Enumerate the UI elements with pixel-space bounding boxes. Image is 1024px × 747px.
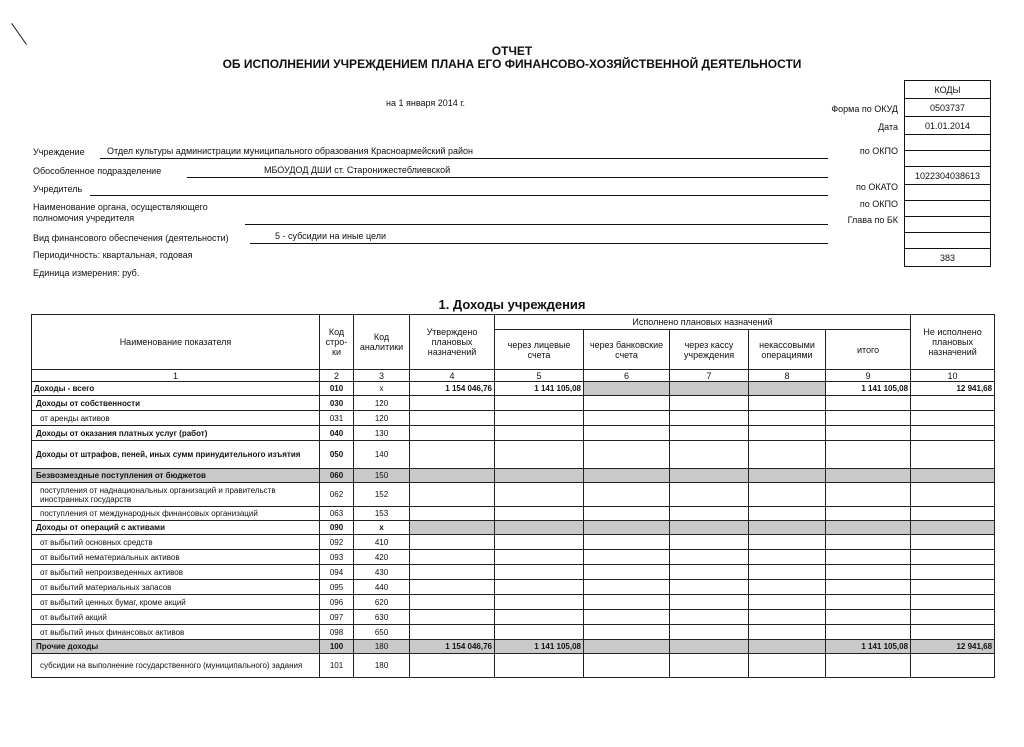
row-accounts [495, 654, 584, 678]
row-not-exec [911, 483, 995, 507]
th-noncash: некассовыми операциями [749, 330, 826, 370]
row-noncash [749, 469, 826, 483]
funding-label: Вид финансового обеспечения (деятельности) [33, 233, 229, 243]
row-anal: 410 [354, 535, 410, 550]
row-noncash [749, 654, 826, 678]
row-line: 062 [320, 483, 354, 507]
row-total [826, 610, 911, 625]
row-cash [670, 640, 749, 654]
row-bank [584, 640, 670, 654]
okud-code: 0503737 [905, 99, 991, 117]
row-not-exec [911, 521, 995, 535]
row-approved [410, 654, 495, 678]
funding-underline [250, 243, 828, 244]
table-row [32, 625, 995, 640]
col-num-3: 3 [354, 370, 410, 382]
table-row [32, 411, 995, 426]
row-cash [670, 654, 749, 678]
row-cash [670, 382, 749, 396]
row-accounts [495, 469, 584, 483]
row-approved [410, 426, 495, 441]
row-approved [410, 625, 495, 640]
okpo-label-1: по ОКПО [859, 146, 898, 156]
row-line: 040 [320, 426, 354, 441]
th-name: Наименование показателя [32, 315, 320, 370]
row-cash [670, 521, 749, 535]
row-approved [410, 535, 495, 550]
row-name: поступления от международных финансовых организаций [32, 507, 320, 521]
row-name: Доходы - всего [32, 382, 320, 396]
row-name: от выбытий акций [32, 610, 320, 625]
table-row [32, 535, 995, 550]
table-row [32, 580, 995, 595]
founder-underline [90, 195, 828, 196]
row-name: поступления от наднациональных организаций и правительств иностранных государств [32, 483, 320, 507]
table-row [32, 654, 995, 678]
row-line: 050 [320, 441, 354, 469]
row-cash [670, 565, 749, 580]
row-anal: 140 [354, 441, 410, 469]
row-cash [670, 507, 749, 521]
row-total [826, 469, 911, 483]
income-table [31, 314, 995, 678]
row-name: от выбытий основных средств [32, 535, 320, 550]
row-name: Доходы от оказания платных услуг (работ) [32, 426, 320, 441]
row-not-exec [911, 411, 995, 426]
row-line: 060 [320, 469, 354, 483]
row-total [826, 411, 911, 426]
row-cash [670, 535, 749, 550]
row-bank [584, 396, 670, 411]
row-cash [670, 610, 749, 625]
th-via-bank: через банковские счета [584, 330, 670, 370]
row-line: 096 [320, 595, 354, 610]
col-num-10: 10 [911, 370, 995, 382]
row-cash [670, 580, 749, 595]
row-noncash [749, 625, 826, 640]
row-approved [410, 483, 495, 507]
row-not-exec [911, 565, 995, 580]
row-cash [670, 426, 749, 441]
okud-label: Форма по ОКУД [831, 104, 898, 114]
row-bank [584, 483, 670, 507]
row-bank [584, 565, 670, 580]
row-not-exec [911, 441, 995, 469]
row-total [826, 565, 911, 580]
row-approved [410, 441, 495, 469]
row-line: 097 [320, 610, 354, 625]
row-bank [584, 426, 670, 441]
col-num-4: 4 [410, 370, 495, 382]
row-total [826, 625, 911, 640]
row-line: 100 [320, 640, 354, 654]
row-cash [670, 441, 749, 469]
row-cash [670, 396, 749, 411]
row-name: от выбытий материальных запасов [32, 580, 320, 595]
row-accounts [495, 610, 584, 625]
row-total: 1 141 105,08 [826, 640, 911, 654]
row-line: 095 [320, 580, 354, 595]
row-total [826, 550, 911, 565]
row-cash [670, 469, 749, 483]
row-bank [584, 411, 670, 426]
report-title: ОТЧЕТ [491, 44, 533, 58]
row-line: 030 [320, 396, 354, 411]
row-total [826, 426, 911, 441]
th-executed: Исполнено плановых назначений [495, 315, 911, 330]
okpo-code-1 [905, 135, 991, 151]
report-subtitle: ОБ ИСПОЛНЕНИИ УЧРЕЖДЕНИЕМ ПЛАНА ЕГО ФИНАНСОВО-ХОЗЯЙСТВЕННОЙ ДЕЯТЕЛЬНОСТИ [222, 57, 802, 71]
codes-table [904, 80, 991, 267]
row-accounts [495, 565, 584, 580]
row-approved: 1 154 046,76 [410, 382, 495, 396]
row-total: 1 141 105,08 [826, 382, 911, 396]
th-via-accounts: через лицевые счета [495, 330, 584, 370]
row-anal: 420 [354, 550, 410, 565]
row-bank [584, 550, 670, 565]
row-anal: 630 [354, 610, 410, 625]
col-num-6: 6 [584, 370, 670, 382]
row-line: 092 [320, 535, 354, 550]
okpo-code-2 [905, 185, 991, 201]
row-name: Доходы от собственности [32, 396, 320, 411]
table-row [32, 595, 995, 610]
table-row [32, 565, 995, 580]
row-not-exec: 12 941,68 [911, 382, 995, 396]
row-bank [584, 535, 670, 550]
institution-underline [100, 158, 828, 159]
row-not-exec [911, 426, 995, 441]
row-accounts [495, 441, 584, 469]
row-total [826, 535, 911, 550]
row-cash [670, 625, 749, 640]
subdivision-value: МБОУДОД ДШИ ст. Старонижестеблиевской [264, 165, 451, 175]
row-noncash [749, 507, 826, 521]
table-row [32, 640, 995, 654]
row-noncash [749, 411, 826, 426]
row-accounts: 1 141 105,08 [495, 382, 584, 396]
glava-code [905, 201, 991, 217]
row-not-exec [911, 580, 995, 595]
row-bank [584, 580, 670, 595]
table-row [32, 441, 995, 469]
row-approved: 1 154 046,76 [410, 640, 495, 654]
row-not-exec [911, 396, 995, 411]
row-anal: 120 [354, 411, 410, 426]
row-noncash [749, 426, 826, 441]
row-anal: x [354, 521, 410, 535]
row-anal: 180 [354, 654, 410, 678]
row-not-exec [911, 654, 995, 678]
row-approved [410, 550, 495, 565]
row-accounts: 1 141 105,08 [495, 640, 584, 654]
row-line: 090 [320, 521, 354, 535]
row-anal: 180 [354, 640, 410, 654]
subdivision-underline [187, 177, 828, 178]
row-bank [584, 469, 670, 483]
table-row [32, 396, 995, 411]
table-row [32, 483, 995, 507]
row-bank [584, 654, 670, 678]
th-code-anal: Код аналитики [354, 315, 410, 370]
row-name: субсидии на выполнение государственного (муниципального) задания [32, 654, 320, 678]
authority-label-2: полномочия учредителя [33, 213, 135, 223]
section-title: 1. Доходы учреждения [438, 297, 586, 312]
periodicity-label: Периодичность: квартальная, годовая [33, 250, 193, 260]
codes-heading: КОДЫ [905, 81, 991, 99]
row-name: от выбытий ценных бумаг, кроме акций [32, 595, 320, 610]
row-not-exec [911, 469, 995, 483]
col-num-7: 7 [670, 370, 749, 382]
row-bank [584, 521, 670, 535]
row-accounts [495, 625, 584, 640]
table-row [32, 469, 995, 483]
row-total [826, 580, 911, 595]
row-cash [670, 550, 749, 565]
row-line: 063 [320, 507, 354, 521]
row-accounts [495, 426, 584, 441]
row-anal: 153 [354, 507, 410, 521]
row-noncash [749, 610, 826, 625]
row-noncash [749, 535, 826, 550]
row-total [826, 521, 911, 535]
row-not-exec [911, 595, 995, 610]
row-not-exec [911, 535, 995, 550]
authority-underline [245, 224, 828, 225]
row-accounts [495, 580, 584, 595]
row-bank [584, 507, 670, 521]
row-total [826, 654, 911, 678]
unit-code: 383 [905, 249, 991, 267]
row-anal: 120 [354, 396, 410, 411]
row-anal: 650 [354, 625, 410, 640]
row-approved [410, 595, 495, 610]
row-accounts [495, 521, 584, 535]
table-row [32, 507, 995, 521]
row-noncash [749, 396, 826, 411]
row-noncash [749, 521, 826, 535]
th-approved: Утверждено плановых назначений [410, 315, 495, 370]
th-code-line: Код стро- ки [320, 315, 354, 370]
row-anal: x [354, 382, 410, 396]
row-cash [670, 595, 749, 610]
row-approved [410, 411, 495, 426]
row-bank [584, 441, 670, 469]
row-line: 094 [320, 565, 354, 580]
row-not-exec [911, 550, 995, 565]
th-not-executed: Не исполнено плановых назначений [911, 315, 995, 370]
row-bank [584, 382, 670, 396]
row-accounts [495, 411, 584, 426]
row-bank [584, 610, 670, 625]
th-total: итого [826, 330, 911, 370]
row-noncash [749, 580, 826, 595]
row-noncash [749, 565, 826, 580]
col-num-9: 9 [826, 370, 911, 382]
row-noncash [749, 441, 826, 469]
row-not-exec [911, 610, 995, 625]
pen-mark [11, 23, 27, 45]
funding-value: 5 - субсидии на иные цели [275, 231, 386, 241]
row-noncash [749, 640, 826, 654]
report-date: на 1 января 2014 г. [386, 98, 465, 108]
row-total [826, 507, 911, 521]
row-approved [410, 580, 495, 595]
institution-label: Учреждение [33, 147, 85, 157]
row-name: от выбытий нематериальных активов [32, 550, 320, 565]
row-line: 031 [320, 411, 354, 426]
row-not-exec: 12 941,68 [911, 640, 995, 654]
row-approved [410, 565, 495, 580]
row-line: 010 [320, 382, 354, 396]
row-anal: 620 [354, 595, 410, 610]
row-approved [410, 469, 495, 483]
row-approved [410, 610, 495, 625]
row-not-exec [911, 625, 995, 640]
col-num-5: 5 [495, 370, 584, 382]
row-cash [670, 483, 749, 507]
col-num-1: 1 [32, 370, 320, 382]
table-row [32, 426, 995, 441]
codes-blank-2 [905, 217, 991, 233]
codes-blank-3 [905, 233, 991, 249]
unit-label: Единица измерения: руб. [33, 268, 140, 278]
row-approved [410, 507, 495, 521]
row-accounts [495, 550, 584, 565]
col-num-8: 8 [749, 370, 826, 382]
row-name: Доходы от операций с активами [32, 521, 320, 535]
okato-label: по ОКАТО [855, 182, 898, 192]
date-label: Дата [878, 122, 898, 132]
date-code: 01.01.2014 [905, 117, 991, 135]
row-accounts [495, 507, 584, 521]
row-noncash [749, 550, 826, 565]
row-accounts [495, 595, 584, 610]
row-name: от выбытий непроизведенных активов [32, 565, 320, 580]
row-anal: 150 [354, 469, 410, 483]
row-anal: 152 [354, 483, 410, 507]
founder-label: Учредитель [33, 184, 83, 194]
row-line: 098 [320, 625, 354, 640]
institution-value: Отдел культуры администрации муниципального образования Красноармейский район [107, 146, 473, 156]
row-name: от аренды активов [32, 411, 320, 426]
row-cash [670, 411, 749, 426]
row-not-exec [911, 507, 995, 521]
codes-blank-1 [905, 151, 991, 167]
row-accounts [495, 483, 584, 507]
row-noncash [749, 483, 826, 507]
row-noncash [749, 382, 826, 396]
row-bank [584, 595, 670, 610]
okpo-label-2: по ОКПО [859, 199, 898, 209]
row-line: 093 [320, 550, 354, 565]
row-anal: 130 [354, 426, 410, 441]
table-row [32, 382, 995, 396]
row-approved [410, 521, 495, 535]
row-name: Безвозмездные поступления от бюджетов [32, 469, 320, 483]
row-anal: 440 [354, 580, 410, 595]
row-approved [410, 396, 495, 411]
row-noncash [749, 595, 826, 610]
row-name: Доходы от штрафов, пеней, иных сумм принудительного изъятия [32, 441, 320, 469]
row-name: от выбытий иных финансовых активов [32, 625, 320, 640]
row-total [826, 595, 911, 610]
table-row [32, 610, 995, 625]
row-line: 101 [320, 654, 354, 678]
authority-label-1: Наименование органа, осуществляющего [33, 202, 208, 212]
row-total [826, 483, 911, 507]
table-row [32, 521, 995, 535]
glava-label: Глава по БК [847, 215, 898, 225]
th-via-cash: через кассу учреждения [670, 330, 749, 370]
okato-code: 1022304038613 [905, 167, 991, 185]
table-row [32, 550, 995, 565]
row-name: Прочие доходы [32, 640, 320, 654]
subdivision-label: Обособленное подразделение [33, 166, 162, 176]
row-total [826, 396, 911, 411]
col-num-2: 2 [320, 370, 354, 382]
row-bank [584, 625, 670, 640]
row-accounts [495, 396, 584, 411]
row-total [826, 441, 911, 469]
row-accounts [495, 535, 584, 550]
row-anal: 430 [354, 565, 410, 580]
